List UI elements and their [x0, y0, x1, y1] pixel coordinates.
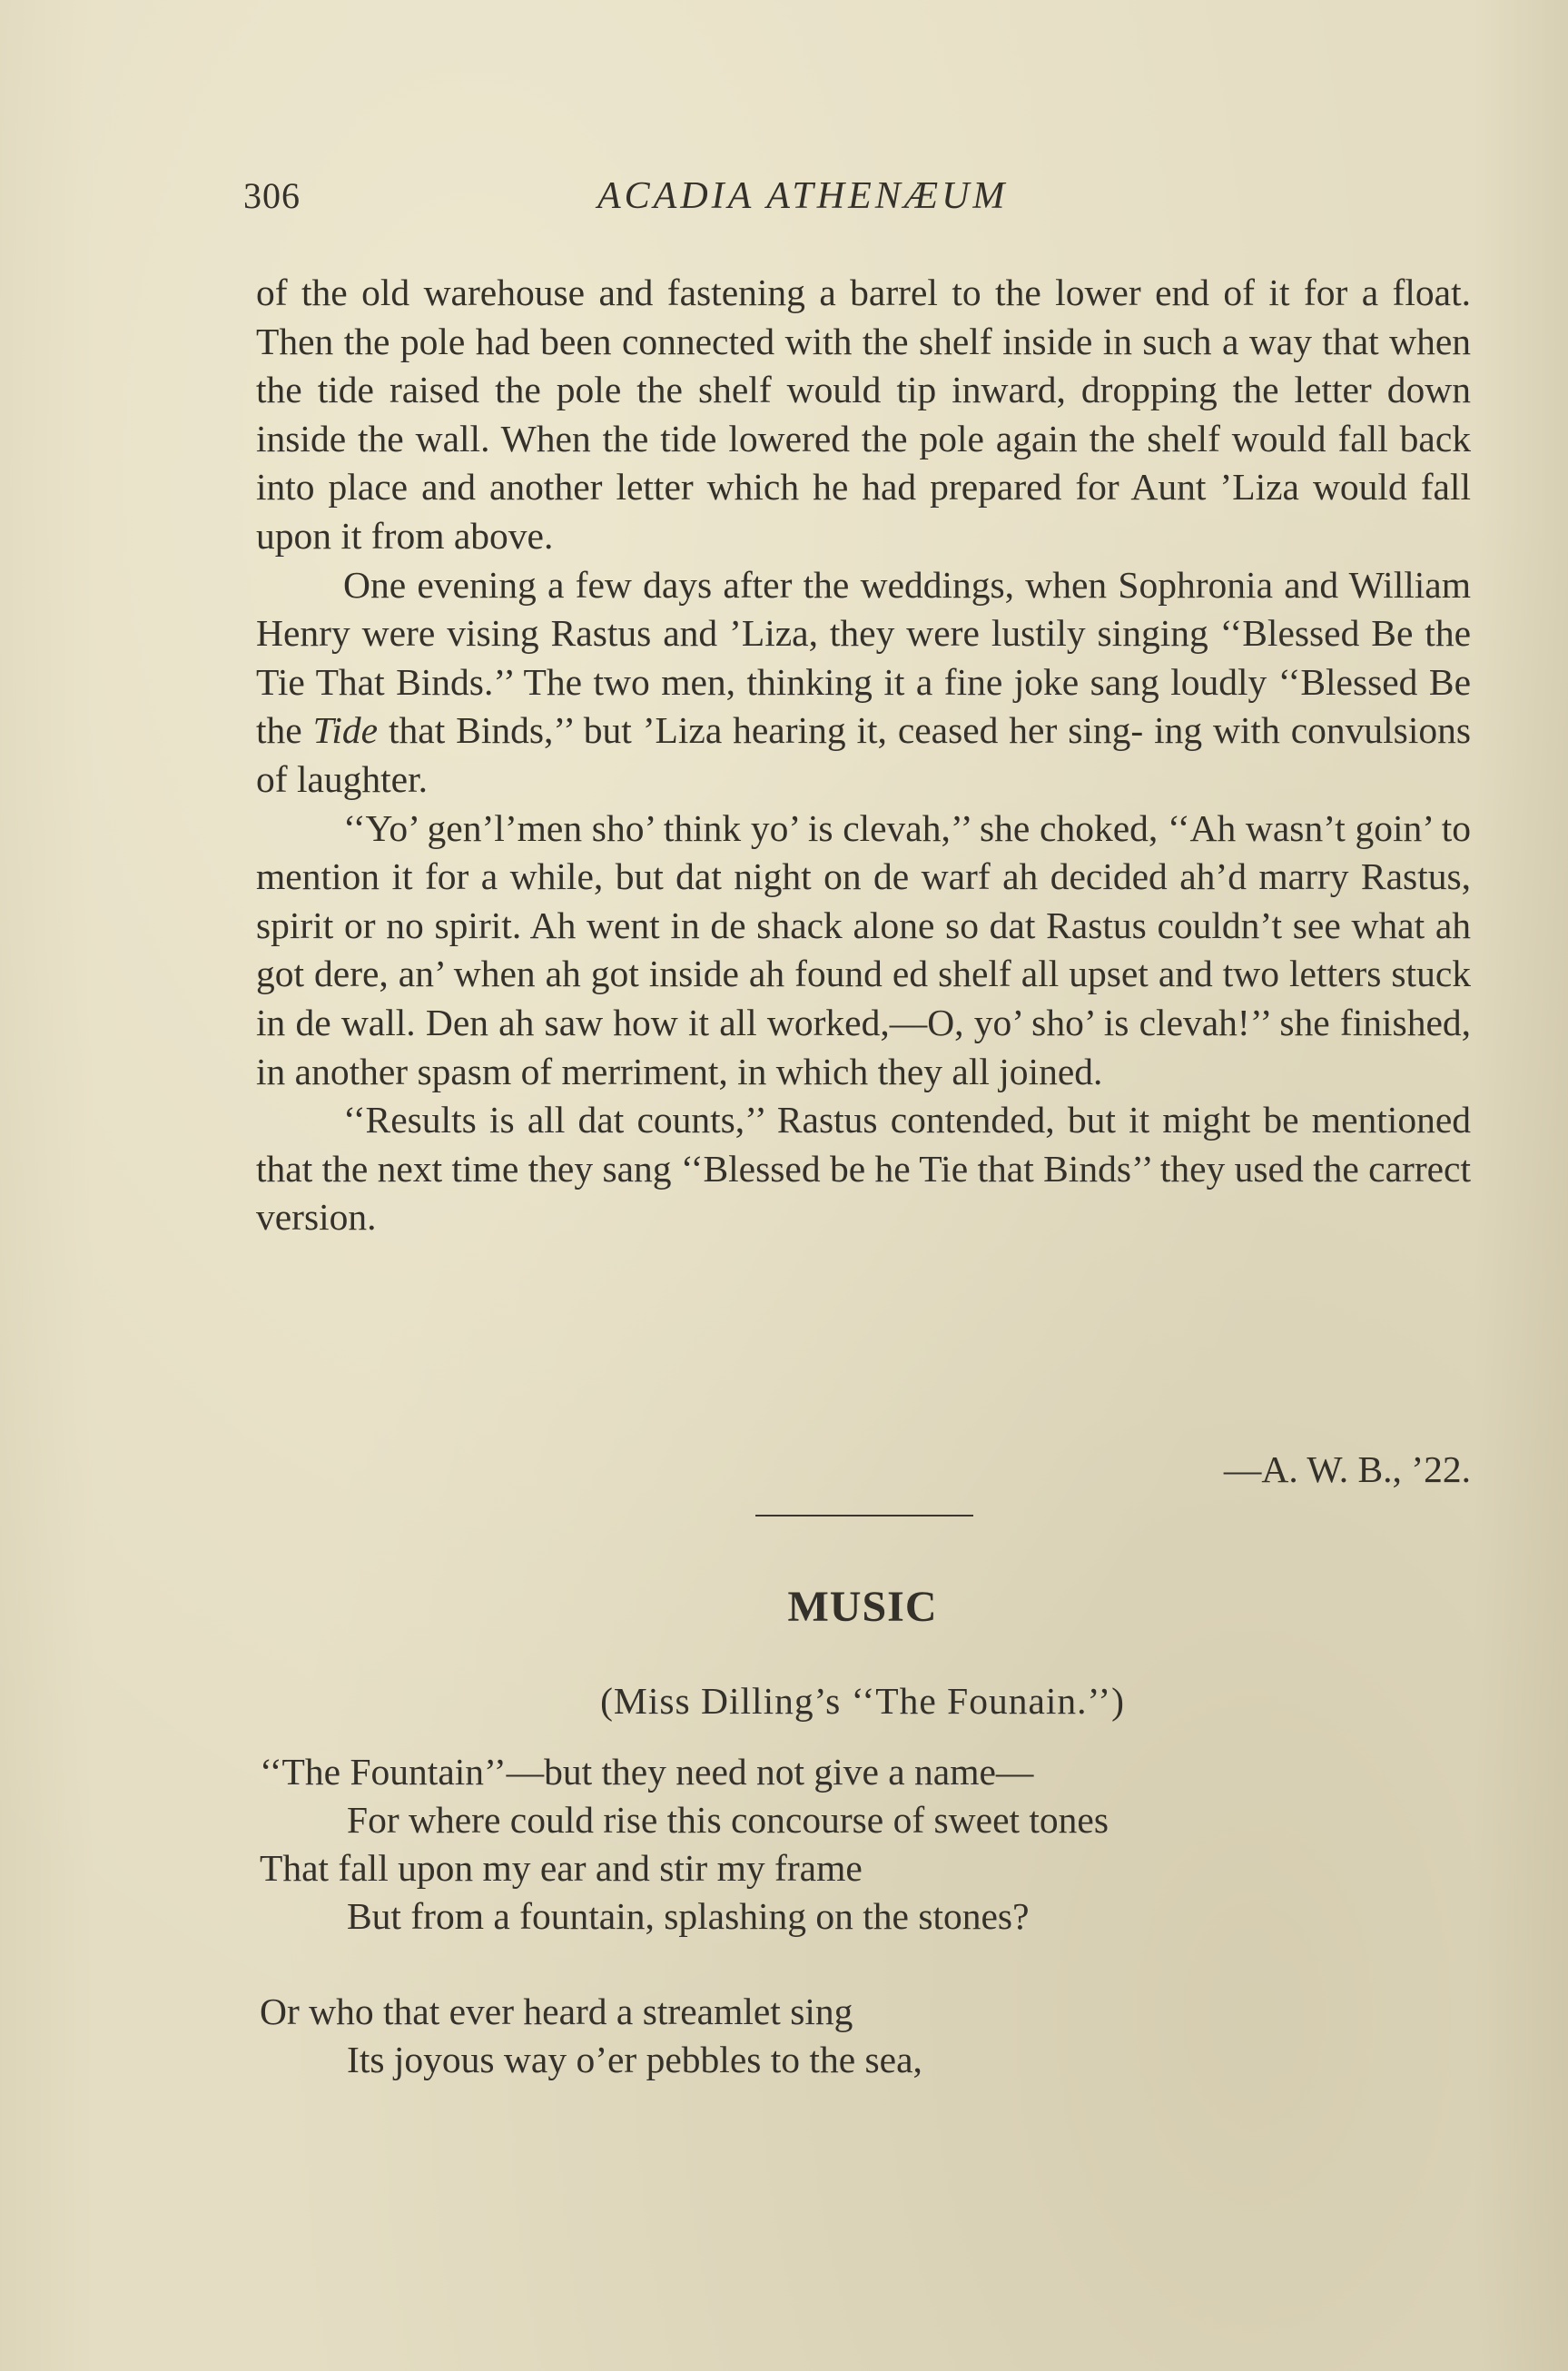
story-paragraph-2-part-1: One evening a few days after the weddings, when Sophronia and William Henry were vising Rastus and ’Liza, they were lustily singing ‘‘Blessed Be the Tie That Binds.’’ The two men, thinking it a fine joke sang loudly ‘‘Blessed Be the	[256, 563, 1471, 752]
tide-emphasis: Tide	[312, 709, 379, 752]
story-paragraph-2	[256, 561, 1471, 805]
poem-line: For where could rise this concourse of sweet tones	[347, 1799, 1109, 1841]
poem-stanza-2	[260, 1988, 1476, 2084]
story-paragraph-4: ‘‘Results is all dat counts,’’ Rastus contended, but it might be mentioned that the next time they sang ‘‘Blessed be he Tie that Binds’’ they used the carrect version.	[256, 1099, 1472, 1239]
running-head: ACADIA ATHENÆUM	[597, 175, 1009, 217]
story-paragraph-1: of the old warehouse and fastening a barrel to the lower end of it for a float. Then the pole had been connected with the shelf inside in such a way that when the tide raised the pole the shelf would tip inward, dropping the letter down inside the wall. When the tide lowered the pole again the shelf would fall back into place and another letter which he had prepared for Aunt ’Liza would fall upon it from above.	[256, 272, 1471, 557]
poem-line: ‘‘The Fountain’’—but they need not give a name—	[260, 1751, 1034, 1793]
story-text	[256, 269, 1471, 1242]
poem-line: That fall upon my ear and stir my frame	[260, 1847, 863, 1889]
section-subtitle: (Miss Dilling’s ‘‘The Founain.’’)	[600, 1680, 1125, 1722]
poem-line: Its joyous way o’er pebbles to the sea,	[347, 2039, 922, 2080]
page-number: 306	[243, 175, 301, 216]
poem-line: Or who that ever heard a streamlet sing	[260, 1991, 853, 2032]
poem-stanza-1	[260, 1748, 1476, 1941]
poem-line: But from a fountain, splashing on the stones?	[347, 1895, 1030, 1937]
author-signature: —A. W. B., ’22.	[1223, 1448, 1471, 1490]
poem	[260, 1748, 1476, 2131]
page-header	[243, 174, 1151, 229]
story-paragraph-3: ‘‘Yo’ gen’l’men sho’ think yo’ is clevah,’’ she choked, ‘‘Ah wasn’t goin’ to mention it for a while, but dat night on de warf ah decided ah’d marry Rastus, spirit or no spirit. Ah went in de shack alone so dat Rastus couldn’t see what ah got dere, an’ when ah got inside ah found ed shelf all upset and two letters stuck in de wall. Den ah saw how it all worked,—O, yo’ sho’ is clevah!’’ she finished, in another spasm of merriment, in which they all joined.	[256, 806, 1471, 1092]
section-divider	[755, 1515, 973, 1516]
story-paragraph-2-part-2: that Binds,’’ but ’Liza hearing it, ceased her sing- ing with convulsions of laughter.	[256, 709, 1472, 800]
section-title: MUSIC	[787, 1583, 938, 1631]
